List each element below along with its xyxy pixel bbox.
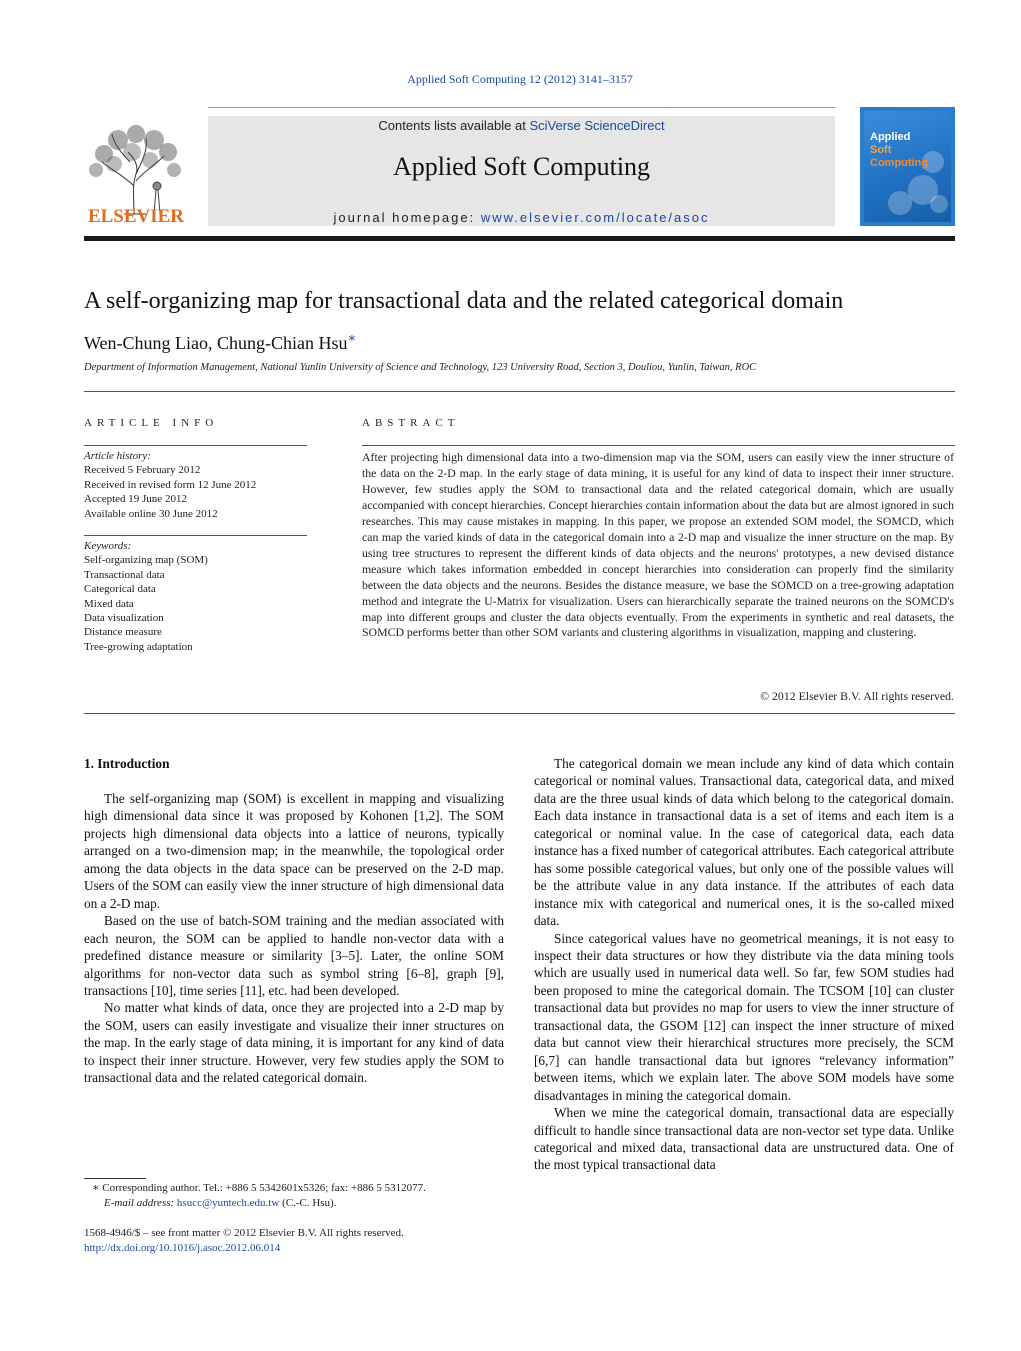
history-item: Accepted 19 June 2012: [84, 493, 187, 506]
issn-block: [84, 1226, 514, 1256]
author-list: [84, 330, 356, 354]
cover-bubble: [930, 195, 948, 213]
homepage-link[interactable]: www.elsevier.com/locate/asoc: [480, 210, 710, 225]
homepage-prefix: journal homepage:: [333, 210, 481, 225]
keyword-item: Transactional data: [84, 568, 165, 581]
body-column-right: [534, 755, 954, 1174]
body-column-left: [84, 790, 504, 1087]
journal-title: Applied Soft Computing: [392, 152, 651, 181]
footnote-text: Corresponding author. Tel.: +886 5 5342601x5326; fax: +886 5 5312077.: [99, 1182, 426, 1194]
body-paragraph: Based on the use of batch-SOM training and the median associated with each neuron, the SOM can be applied to handle non-vector data with a predefined distance measure or similarity [3–5]. Later, the online SOM algorithms for non-vector data such as symbol string [6–8], graph [9], transactions [10], time series [11], etc. had been developed.: [84, 913, 504, 998]
body-paragraph: Since categorical values have no geometrical meanings, it is not easy to inspect their data structures or how they distribute via the data mining tools which are usually used in numerical data well. So far, few SOM studies had been proposed to mine the categorical domain. The TCSOM [10] can cluster transactional data but provides no map for users to view the inner structure of transactional data, the GSOM [12] can inspect the inner structure of mixed data but cannot view their hierarchical structures more precisely, the SCM [6,7] can handle transactional data but ignores “relevancy information” between items, which we explain later. The above SOM models have some disadvantages in mining the categorical domain.: [534, 930, 954, 1103]
abstract-heading: ABSTRACT: [362, 417, 460, 429]
keyword-item: Self-organizing map (SOM): [84, 554, 208, 567]
cover-bubble: [888, 191, 912, 215]
author-email-link[interactable]: hsucc@yuntech.edu.tw: [176, 1196, 280, 1209]
keyword-item: Mixed data: [84, 597, 134, 610]
affiliation-rule: [84, 391, 955, 392]
body-paragraph: The self-organizing map (SOM) is excellent in mapping and visualizing high dimensional data since it was proposed by Kohonen [1,2]. The SOM projects high dimensional data objects into a lattice of neurons, typically arranged on a two-dimension map; in the meanwhile, the topological order among the data objects in the data space can be preserved on the 2-D map. Users of the SOM can easily view the inner structure of high dimensional data on a 2-D map.: [84, 791, 504, 911]
footnote-mark: ∗: [92, 1182, 100, 1194]
body-paragraph: No matter what kinds of data, once they are projected into a 2-D map by the SOM, users can easily investigate and visualize their inner structures on the map. In the early stage of data mining, it is important for any kind of data to inspect their inner structure. However, very few studies apply the SOM to transactional data and the related categorical domain.: [84, 1000, 504, 1086]
section-heading-introduction: 1. Introduction: [84, 756, 170, 771]
copyright-notice: © 2012 Elsevier B.V. All rights reserved.: [760, 689, 954, 703]
abstract-text: After projecting high dimensional data into a two-dimension map via the SOM, users can easily view the inner structure of the data on the 2-D map. In the early stage of data mining, it is useful for any kind of data to inspect their inner structure. However, few studies apply the SOM to transactional data and the related categorical domain, which are usually accompanied with concept hierarchies. Concept hierarchies contain information about the data but are almost ignored in such researches. This may cause mistakes in mapping. In this paper, we propose an extended SOM model, the SOMCD, which can map the varied kinds of data in the categorical domain into a 2-D map and visualize the inner structure on the map. By using tree structures to represent the different kinds of data objects and the neurons' prototypes, a new devised distance measure which takes information embedded in concept hierarchies into consideration can properly find the similarity between the data objects and the neurons. Besides the distance measure, we base the SOMCD on a tree-growing adaptation method and integrate the U-Matrix for visualization. Users can hierarchically separate the trained neurons on the SOMCD's map into different groups and cluster the data objects eventually. From the experiments in synthetic and real datasets, the SOMCD performs better than other SOM variants and clustering algorithms in visualization, mapping and clustering.: [362, 450, 954, 640]
email-label: E-mail address:: [104, 1196, 177, 1209]
journal-citation[interactable]: Applied Soft Computing 12 (2012) 3141–3157: [407, 72, 633, 86]
history-label: Article history:: [84, 450, 151, 462]
keywords-list: [84, 539, 314, 654]
cover-line-2: Soft: [870, 144, 892, 156]
keyword-item: Distance measure: [84, 626, 162, 639]
journal-banner: [208, 116, 835, 226]
header-top-rule: [208, 107, 835, 108]
issn-line: 1568-4946/$ – see front matter © 2012 Elsevier B.V. All rights reserved.: [84, 1227, 404, 1239]
email-suffix: (C.-C. Hsu).: [279, 1196, 337, 1209]
body-paragraph: The categorical domain we mean include any kind of data which contain categorical or nominal values. Transactional data, categorical data, and mixed data are the three usual kinds of data which belong to the categorical domain. Each data instance in transactional data is a set of items and each item is a categorical or nominal value. In the case of categorical data, each data instance has a fixed number of categorical attributes. Each categorical attribute has some possible categorical values, but only one of the possible values will be the attribute value in any data instance. If the attributes of each data instance mix with categorical and numerical ones, it is the so-called mixed data.: [534, 756, 954, 929]
article-info-heading: ARTICLE INFO: [84, 417, 219, 429]
cover-artwork: [864, 111, 951, 222]
article-title: A self-organizing map for transactional data and the related categorical domain: [84, 288, 844, 314]
keyword-item: Data visualization: [84, 612, 164, 625]
doi-link[interactable]: http://dx.doi.org/10.1016/j.asoc.2012.06.014: [84, 1242, 281, 1254]
contents-line: [208, 118, 835, 133]
article-history: [84, 449, 314, 521]
journal-cover-thumbnail[interactable]: [860, 107, 955, 226]
corresponding-author-footnote: [92, 1181, 512, 1210]
affiliation: Department of Information Management, National Yunlin University of Science and Technology, 123 University Road, Section 3, Douliou, Yunlin, Taiwan, ROC: [84, 362, 757, 373]
publisher-name: ELSEVIER: [87, 206, 185, 227]
contents-prefix: Contents lists available at: [378, 118, 530, 133]
body-paragraph: When we mine the categorical domain, transactional data are especially difficult to handle since transactional data are non-vector set type data. Unlike categorical and mixed data, transactional data are unstructured data. One of the most typical transactional data: [534, 1105, 954, 1173]
cover-line-3: Computing: [870, 157, 929, 169]
keyword-item: Tree-growing adaptation: [84, 640, 193, 653]
authors-text: Wen-Chung Liao, Chung-Chian Hsu: [84, 333, 348, 353]
history-item: Received 5 February 2012: [84, 464, 201, 477]
keyword-item: Categorical data: [84, 583, 156, 596]
cover-line-1: Applied: [870, 131, 911, 143]
footnote-rule: [84, 1178, 146, 1179]
keywords-rule: [84, 535, 307, 536]
abstract-rule: [362, 445, 955, 446]
keywords-label: Keywords:: [84, 540, 132, 552]
history-item: Received in revised form 12 June 2012: [84, 478, 257, 491]
article-info-rule: [84, 445, 307, 446]
header-thick-rule: [84, 236, 955, 241]
sciencedirect-link[interactable]: SciVerse ScienceDirect: [529, 118, 665, 133]
homepage-line: [208, 210, 835, 225]
history-item: Available online 30 June 2012: [84, 507, 218, 520]
abstract-bottom-rule: [84, 713, 955, 714]
corresponding-author-mark[interactable]: ∗: [347, 330, 357, 345]
